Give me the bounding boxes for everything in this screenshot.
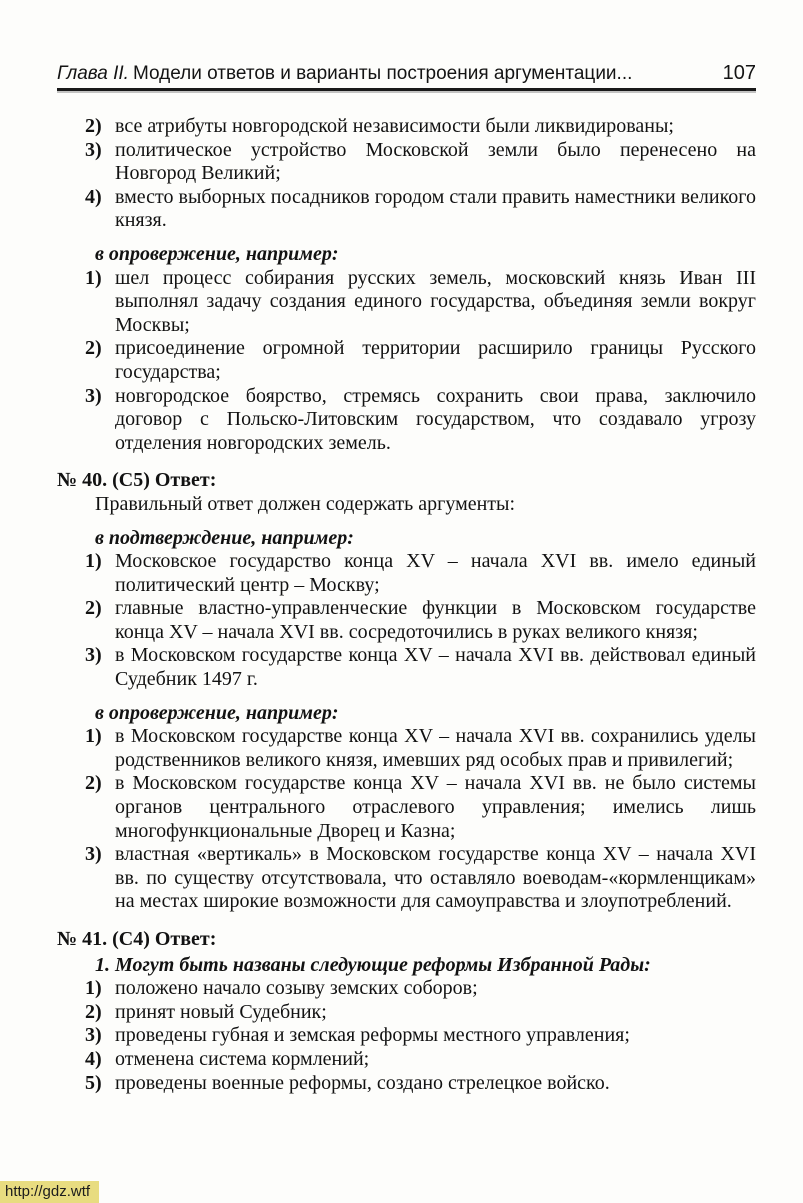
chapter-header (57, 63, 632, 85)
refutation-subheading: в опровержение, например: (95, 701, 339, 724)
answer-continuation-list (57, 115, 756, 233)
header-rule (57, 88, 756, 91)
list-item-number: 2) (85, 115, 102, 137)
answer-41-heading: № 41. (С4) Ответ: (57, 928, 217, 950)
list-item-number: 2) (85, 772, 102, 795)
list-item-text: присоединение огромной территории расширило границы Русского государства; (115, 337, 756, 383)
list-item-number: 4) (85, 1047, 102, 1070)
list-item (57, 1072, 756, 1096)
list-item-number: 2) (85, 597, 102, 620)
list-item-number: 3) (85, 843, 102, 866)
chapter-label: Глава II. (57, 63, 129, 84)
list-item-text: проведены военные реформы, создано стрелецкое войско. (115, 1071, 610, 1094)
list-item (57, 597, 756, 644)
list-item-text: Московское государство конца XV – начала XVI вв. имело единый политический центр – Москву; (115, 550, 756, 596)
list-item (57, 1048, 756, 1072)
list-item-number: 1) (85, 266, 102, 289)
list-item-text: все атрибуты новгородской независимости были ликвидированы; (115, 115, 674, 137)
list-item-number: 1) (85, 550, 102, 573)
list-item (57, 267, 756, 338)
list-item (57, 550, 756, 597)
list-item-number: 4) (85, 185, 102, 208)
list-item-number: 3) (85, 644, 102, 667)
list-item (57, 115, 756, 139)
list-item-text: отменена система кормлений; (115, 1047, 370, 1070)
list-item-number: 3) (85, 1024, 102, 1047)
refutation-list (57, 725, 756, 914)
list-item (57, 725, 756, 772)
list-item-number: 3) (85, 138, 102, 161)
list-item (57, 977, 756, 1001)
reforms-list (57, 977, 756, 1095)
list-item-text: в Московском государстве конца XV – начала XVI вв. не было системы органов центрального отраслевого управления; имелись лишь многофункциональные Дворец и Казна; (115, 772, 756, 842)
list-item (57, 1024, 756, 1048)
list-item-text: властная «вертикаль» в Московском государстве конца XV – начала XVI вв. по существу отсутствовала, что оставляло воеводам-«кормленщикам» на местах широкие возможности для самоуправства и злоупотреблений. (115, 843, 756, 913)
list-item-number: 2) (85, 337, 102, 360)
refutation-list (57, 267, 756, 456)
confirmation-list (57, 550, 756, 692)
list-item (57, 644, 756, 691)
confirmation-subheading: в подтверждение, например: (95, 526, 354, 549)
list-item-text: шел процесс собирания русских земель, московский князь Иван III выполнял задачу создания единого государства, объединяя земли вокруг Москвы; (115, 266, 756, 336)
answer-41-subheading: 1. Могут быть названы следующие реформы Избранной Рады: (95, 953, 651, 976)
refutation-subheading: в опровержение, например: (95, 242, 339, 265)
list-item-text: новгородское боярство, стремясь сохранить свои права, заключило договор с Польско-Литовским государством, что создавало угрозу отделения новгородских земель. (115, 384, 756, 454)
list-item-text: проведены губная и земская реформы местного управления; (115, 1024, 630, 1047)
list-item-number: 5) (85, 1071, 102, 1094)
list-item-number: 1) (85, 977, 102, 1000)
list-item-text: главные властно-управленческие функции в Московском государстве конца XV – начала XVI вв. сосредоточились в руках великого князя; (115, 597, 756, 643)
list-item-number: 3) (85, 384, 102, 407)
watermark-link[interactable]: http://gdz.wtf (0, 1181, 99, 1203)
page-header (57, 62, 756, 85)
list-item (57, 385, 756, 456)
answer-40-intro: Правильный ответ должен содержать аргументы: (95, 492, 516, 515)
list-item-number: 1) (85, 725, 102, 748)
list-item (57, 843, 756, 914)
chapter-title: Модели ответов и варианты построения аргументации... (132, 63, 633, 84)
list-item-text: положено начало созыву земских соборов; (115, 977, 478, 1000)
list-item (57, 337, 756, 384)
answer-40-heading: № 40. (С5) Ответ: (57, 469, 217, 492)
list-item-text: в Московском государстве конца XV – начала XVI вв. сохранились уделы родственников великого князя, имевших ряд особых прав и привилегий; (115, 725, 756, 771)
list-item-text: принят новый Судебник; (115, 1000, 327, 1023)
list-item-text: вместо выборных посадников городом стали править наместники великого князя. (115, 185, 756, 232)
page-content (57, 115, 756, 1095)
list-item-text: политическое устройство Московской земли было перенесено на Новгород Великий; (115, 138, 756, 185)
list-item (57, 772, 756, 843)
page-number: 107 (722, 62, 756, 84)
list-item (57, 139, 756, 186)
list-item-number: 2) (85, 1000, 102, 1023)
list-item (57, 186, 756, 233)
list-item (57, 1001, 756, 1025)
list-item-text: в Московском государстве конца XV – начала XVI вв. действовал единый Судебник 1497 г. (115, 644, 756, 691)
